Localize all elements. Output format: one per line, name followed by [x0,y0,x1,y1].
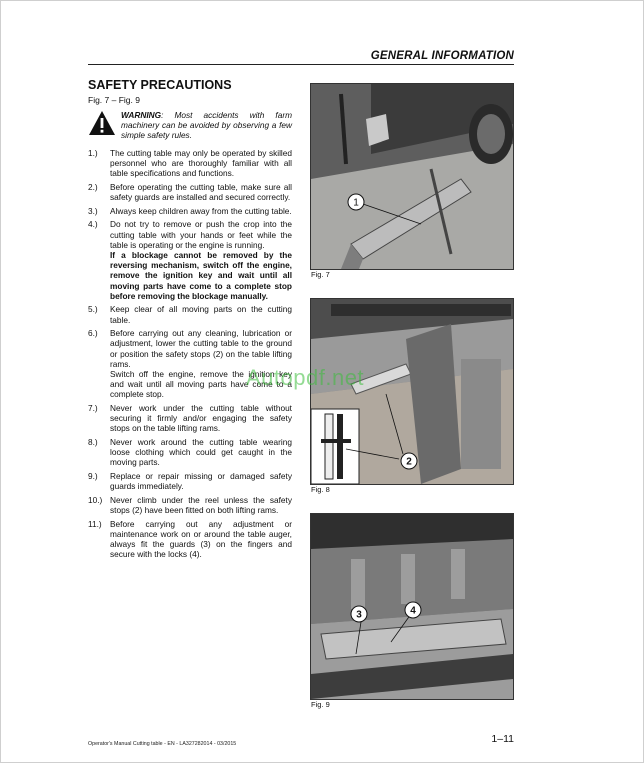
figure-8-caption: Fig. 8 [311,485,330,494]
warning-triangle-icon [88,110,116,136]
figure-9-caption: Fig. 9 [311,700,330,709]
list-item: 11.) Before carrying out any adjustment or maintenance work on or around the table auger, always fit the guards (3) on the fingers and secure with the locks (4). [88,518,292,560]
callout-1: 1 [353,197,359,209]
warning-block [88,110,292,141]
footer-document-info: Operator's Manual Cutting table - EN - LA327282014 - 03/2015 [88,741,237,747]
page-number: 1–11 [491,733,514,745]
list-item: 10.) Never climb under the reel unless the safety stops (2) have been fitted on both lifting rams. [88,494,292,516]
warning-body: : Most accidents with farm machinery can be avoided by observing a few simple safety rules. [121,110,292,141]
figure-reference: Fig. 7 – Fig. 9 [88,95,140,105]
section-title: SAFETY PRECAUTIONS [88,78,232,92]
watermark: Autopdf.net [246,365,365,390]
figure-8-photo [310,298,514,485]
list-item: 5.) Keep clear of all moving parts on the cutting table. [88,304,292,325]
list-item: 4.) Do not try to remove or push the crop into the cutting table with your hands or feet while the table is operating or the engine is running. If a blockage cannot be removed by the reversing mechanism, switch off the engine, remove the ignition key and wait until all moving parts have come to a complete stop before removing the blockage manually. [88,219,292,301]
list-item: 1.) The cutting table may only be operated by skilled personnel who are thoroughly familiar with all table specifications and functions. [88,148,292,179]
figure-9-photo [310,513,514,700]
warning-label: WARNING [121,110,162,120]
header-rule [88,64,514,65]
list-item: 3.) Always keep children away from the cutting table. [88,205,292,216]
header-title: GENERAL INFORMATION [370,50,514,62]
bold-instruction: If a blockage cannot be removed by the reversing mechanism, switch off the engine, remove the ignition key and wait until all moving parts have come to a complete stop before removing the blockage manually. [110,250,292,301]
figure-7-photo [310,83,514,270]
list-item: 9.) Replace or repair missing or damaged safety guards immediately. [88,471,292,492]
list-item: 6.) Before carrying out any cleaning, lubrication or adjustment, lower the cutting table to the ground or position the safety stops (2) on the table lifting rams. Switch off the engine, remove the ignition key and wait until all moving parts have come to a complete stop. [88,328,292,400]
list-item: 8.) Never work around the cutting table wearing loose clothing which could get caught in the moving parts. [88,437,292,468]
callout-2: 2 [406,456,412,468]
list-item: 7.) Never work under the cutting table without securing it firmly and/or engaging the safety stops on the table lifting rams. [88,403,292,434]
callout-4: 4 [410,605,416,617]
callout-3: 3 [356,609,362,621]
safety-list [88,148,292,563]
figure-7-caption: Fig. 7 [311,270,330,279]
warning-text [121,110,292,141]
list-item: 2.) Before operating the cutting table, make sure all safety guards are installed and secured correctly. [88,182,292,203]
